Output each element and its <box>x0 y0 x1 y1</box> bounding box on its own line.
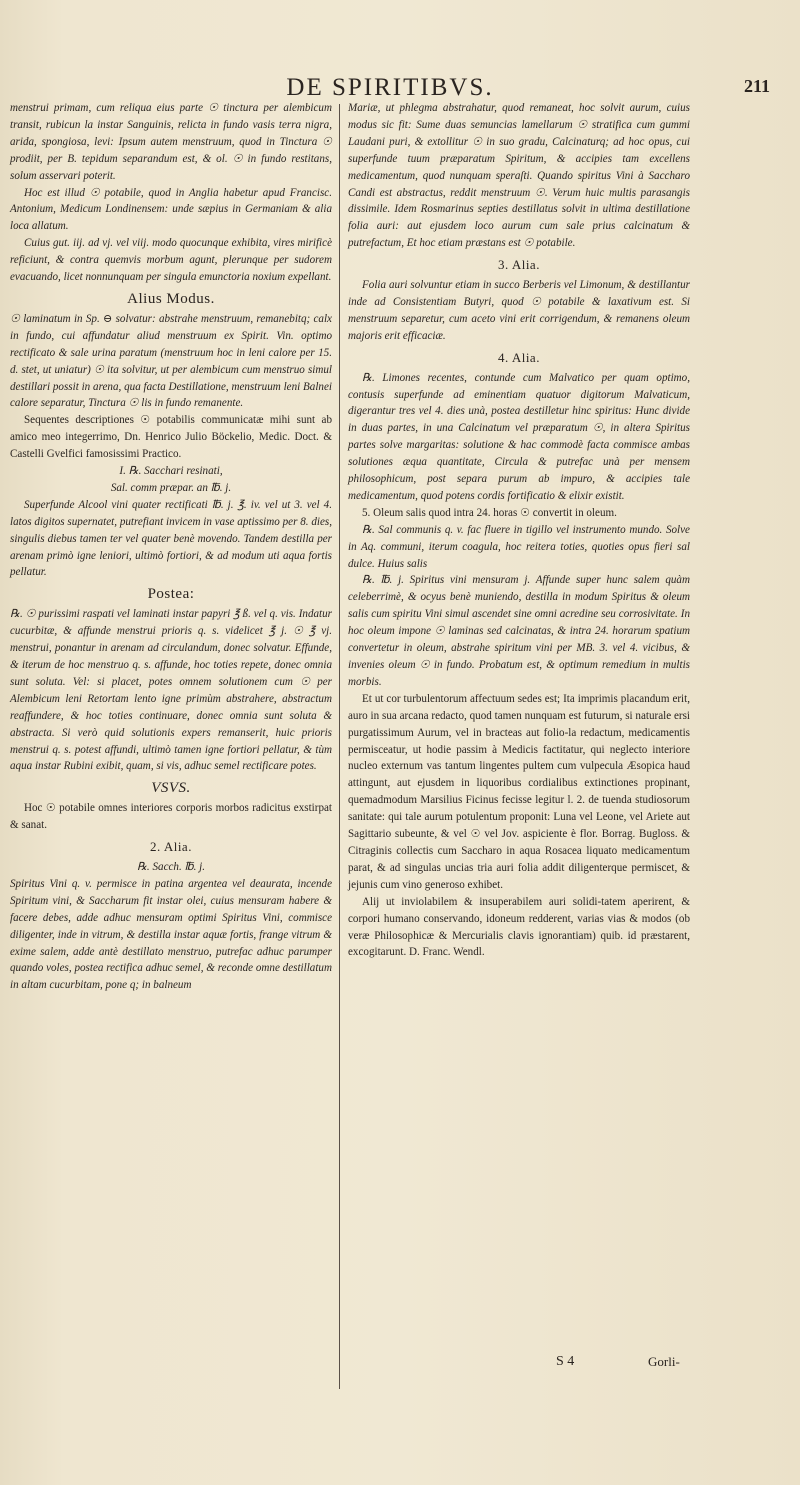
paragraph: ℞. ☉ purissimi raspati vel laminati instar papyri ℥ ß. vel q. vis. Indatur cucurbitæ, & affunde menstrui prioris q. s. videlicet ℥ j. ☉ ℥ vj. menstrui, ponantur in arenam ad circulandum, donec solvatur. Effunde, & iterum de hoc menstruo q. s. affunde, hoc toties repete, donec omnia sunt soluta. Vel: si placet, potes omnem solutionem cum ☉ per Alembicum leni Retortam lento igne primùm abstrahere, abstractum reaffundere, & hoc toties continuare, donec omnia sunt soluta & abstracta. Si verò quid solutionis expers remanserit, huic prioris menstrui q. s. potest affundi, ultimò tamen igne fortiori pellatur, & tùm aqua instar Rubini exibit, quam, si vis, adhuc semel rectificare potes. <box>10 608 332 773</box>
section-heading: Alius Modus. <box>127 290 215 307</box>
paragraph: Hoc est illud ☉ potabile, quod in Anglia habetur apud Francisc. Antonium, Medicum Londinensem: unde sæpius in Germaniam & alia loca allatum. <box>10 186 332 233</box>
page-number: 211 <box>744 76 771 96</box>
paragraph: Spiritus Vini q. v. permisce in patina argentea vel deaurata, incende Spiritum vini, & Saccharum fit instar olei, cuius mensuram habere & facere debes, adde adhuc mensuram optimi Spiritus Vini, commisce diligenter, inde in vitrum, & destilla instar aquæ fortis, frange vitrum & exime salem, adde antè destillato menstruo, putrefac adhuc parumper quando voles, postea rectifica adhuc semel, & reconde omne destillatum in altam cucurbitam, pone q; in balneum <box>10 877 332 992</box>
recipe-line: Sal. comm præpar. an ℔. j. <box>110 481 232 494</box>
paragraph: ℞. ℔. j. Spiritus vini mensuram j. Affunde super hunc salem quàm celeberrimè, & ocyus benè muniendo, destilla in modum Spiritus & oleum salis cum spiritu Vini simul ascendet sine omni acredine seu corrosivitate. In hoc oleum impone ☉ laminas sed calcinatas, & intra 24. horarum spatium convertetur in oleum, abstrahe spiritum vini per MB. 3. vel 4. vicibus, & invenies oleum ☉ in fundo. Probatum est, & optimum remedium in multis morbis. <box>348 574 690 688</box>
recipe-line: I. ℞. Sacchari resinati, <box>119 465 223 478</box>
paragraph: 5. Oleum salis quod intra 24. horas ☉ convertit in oleum. <box>362 506 617 519</box>
section-heading: 3. Alia. <box>498 257 540 273</box>
paragraph: ☉ laminatum in Sp. ⊖ solvatur: abstrahe menstruum, remanebitq; calx in fundo, cui affundatur aliud menstruum ex Spirit. Vin. optimo rectificato & sale urina paratum (menstruum hoc in leni calore per 15. d. stet, ut uniatur) ☉ ita solvitur, ut per alembicum cum menstruo simul destillari possit in arena, qua facta Destillatione, menstruum leni Balnei calore separatur, Tinctura ☉ lis in fundo remanente. <box>10 312 332 410</box>
paragraph: Et ut cor turbulentorum affectuum sedes est; Ita imprimis placandum erit, auro in sua arcana redacto, quod tamen nunquam est futurum, si naturale ersi purgatissimum Aurum, vel in bracteas aut folio-la redactum, medicamentis permisceatur, ut hodie passim à Medicis factitatur, qui neglecto interiore nucleo externum vas tantum lingentes pultem cum vulpecula Æsopica haud attingunt, aut ejusdem in liquoribus cordialibus extinctiones propinant, quemadmodum Marsilius Ficinus fecisse legitur l. 2. de tuenda studiosorum sanitate: qui tale aurum potulentum proponit: Luna vel Leone, vel Ariete aut Sagittario subeunte, & vel ☉ vel Jov. aspiciente è flor. Borrag. Bugloss. & Citraginis collectis cum Saccharo in aqua Rosacea liquato medicamentum parat, & ad singulas uncias tria auri folia addit diligenterque permiscet, & jejunis cum vino generoso exhibet. <box>348 692 690 891</box>
paragraph: Sequentes descriptiones ☉ potabilis communicatæ mihi sunt ab amico meo integerrimo, Dn. Henrico Julio Böckelio, Medic. Doct. & Castelli Gvelfici famosissimi Practico. <box>10 414 332 461</box>
running-head: DE SPIRITIBVS. <box>286 74 494 101</box>
left-column <box>10 100 332 994</box>
section-heading: 4. Alia. <box>498 349 540 365</box>
section-heading: Postea: <box>147 586 195 603</box>
section-heading: VSVS. <box>151 780 191 797</box>
signature-mark: S 4 <box>556 1354 575 1369</box>
paragraph: ℞. Limones recentes, contunde cum Malvatico per quam optimo, contusis superfunde ad eminentiam quatuor digitorum Malvaticum, digerantur tres vel 4. dies unà, postea destilletur hinc spiritus: Hunc divide in duas partes, in una Calcinatum vel præparatum ☉, in altera Spiritus partes solve margaritas: solutione & hac commodè facta commisce ambas solutiones æqua quantitate, Circula & putrefac unà per mensem philosophicum, post separa purum ab impuro, & accipies tale medicamentum, quod potens cordis fortificatio & elixir existit. <box>348 371 690 502</box>
paragraph: Folia auri solvuntur etiam in succo Berberis vel Limonum, & destillantur inde ad Consistentiam Butyri, quod ☉ potabile & laxativum est. Si menstruum separetur, cum aceto vini erit corrigendum, & remanens oleum majoris erit efficaciæ. <box>348 279 690 342</box>
paragraph: Alij ut inviolabilem & insuperabilem auri solidi-tatem aperirent, & corpori humano conservando, idoneum redderent, varias vias & modos (ob veræ Philosophicæ & Mercurialis clavis ignorantiam) quib. id præstarent, excogitarunt. D. Franc. Wendl. <box>348 895 690 959</box>
paragraph: Superfunde Alcool vini quater rectificati ℔. j. ℥. iv. vel ut 3. vel 4. latos digitos supernatet, putrefiant invicem in vase aptissimo per 8. dies, singulis diebus tamen ter vel quater benè movendo. Tandem destilla per arenam primò igne leniori, ultimò fortiori, & ad modum uti aqua fortis pellatur. <box>10 498 332 579</box>
paragraph: menstrui primam, cum reliqua eius parte ☉ tinctura per alembicum transit, rubicun la instar Sanguinis, relicta in fundo vasis terra nigra, arida, spongiosa, levi: Ipsum autem menstruum, quod in Tinctura ☉ prodiit, per B. tepidum separandum est, & ol. ☉ in fundo restitans, solum asservari poterit. <box>10 102 332 182</box>
recipe-line: ℞. Sacch. ℔. j. <box>136 860 205 873</box>
paragraph: Cuius gut. iij. ad vj. vel viij. modo quocunque exhibita, vires mirificè reficiunt, & contra quemvis morbum agunt, plerunque per sudorem evacuando, licet nonnunquam per singula emunctoria noxium expellant. <box>10 237 332 284</box>
catchword: Gorli- <box>648 1354 680 1369</box>
paragraph: ℞. Sal communis q. v. fac fluere in tigillo vel instrumento mundo. Solve in Aq. communi, iterum coagula, hoc reitera toties, quoties opus fieri sal dulce. Huius salis <box>348 523 690 570</box>
column-divider <box>339 104 340 1389</box>
paragraph: Hoc ☉ potabile omnes interiores corporis morbos radicitus exstirpat & sanat. <box>10 802 332 832</box>
right-column <box>348 100 690 961</box>
paragraph: Mariæ, ut phlegma abstrahatur, quod remaneat, hoc solvit aurum, cuius modus sic fit: Sume duas semuncias lamellarum ☉ stratifica cum gummi Laudani puri, & extollitur ☉ in suo gradu, Calcinaturq; ad hoc opus, cui superfunde tuum præparatum Spiritum, & accipies tam excellens medicamentum, quod nunquam speraſti. Quando spiritus Vini à Saccharo Candi est abstractus, reddit menstruum ☉. Verum huic multis parasangis dissimile. Idem Rosmarinus septies destillatus solvit in ultima destillatione folia auri: aut ejusdem loco aurum cum sale prius calcinatum & putrefactum, Et hoc etiam præstans est ☉ potabile. <box>348 102 690 250</box>
section-heading: 2. Alia. <box>150 839 192 855</box>
